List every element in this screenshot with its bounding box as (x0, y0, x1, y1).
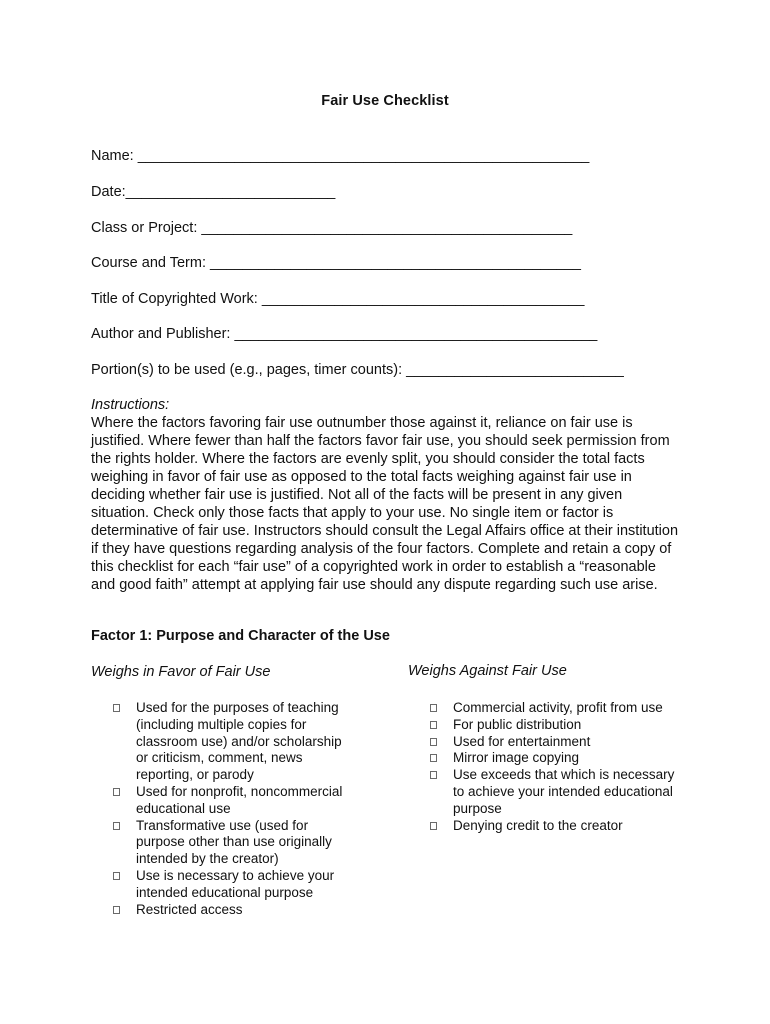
against-item[interactable] (430, 717, 680, 734)
against-item-label: Denying credit to the creator (453, 817, 623, 833)
checkbox-icon[interactable] (113, 704, 120, 712)
page-title: Fair Use Checklist (321, 93, 449, 109)
checkbox-icon[interactable] (430, 704, 437, 712)
against-item-label: Use exceeds that which is necessary to achieve your intended educational purpose (453, 767, 675, 816)
factor1-title: Factor 1: Purpose and Character of the Use (91, 628, 390, 644)
favor-item[interactable] (113, 902, 353, 919)
checkbox-icon[interactable] (430, 822, 437, 830)
favor-item[interactable] (113, 700, 353, 784)
against-item[interactable] (430, 767, 680, 817)
favor-checklist (113, 700, 353, 918)
favor-item-label: Use is necessary to achieve your intended educational purpose (136, 867, 335, 900)
favor-item[interactable] (113, 868, 353, 902)
checkbox-icon[interactable] (113, 822, 120, 830)
against-item-label: Mirror image copying (453, 750, 580, 766)
checkbox-icon[interactable] (113, 788, 120, 796)
author-publisher-field[interactable]: Author and Publisher: _____________________________________________ (91, 326, 598, 342)
favor-heading: Weighs in Favor of Fair Use (91, 664, 271, 680)
checkbox-icon[interactable] (430, 721, 437, 729)
against-item[interactable] (430, 750, 680, 767)
favor-item[interactable] (113, 818, 353, 868)
against-checklist (430, 700, 680, 834)
instructions-body: Where the factors favoring fair use outnumber those against it, reliance on fair use is justified. Where fewer than half the factors favor fair use, you should seek permission from the rights holder. Where the factors are evenly split, you should consider the total facts weighing in favor of fair use as opposed to the total facts weighing against fair use in deciding whether fair use is justified. Not all of the facts will be present in any given situation. Check only those facts that apply to your use. No single item or factor is determinative of fair use. Instructors should consult the Legal Affairs office at their institution if they have questions regarding analysis of the four factors. Complete and retain a copy of this checklist for each “fair use” of a copyrighted work in order to establish a “reasonable and good faith” attempt at applying fair use should any dispute regarding such use arise. (91, 415, 679, 593)
title-work-field[interactable]: Title of Copyrighted Work: ________________________________________ (91, 291, 585, 307)
portion-field[interactable]: Portion(s) to be used (e.g., pages, timer counts): ___________________________ (91, 362, 624, 378)
date-field[interactable]: Date:__________________________ (91, 184, 336, 200)
checkbox-icon[interactable] (113, 906, 120, 914)
against-item-label: Used for entertainment (453, 733, 591, 749)
against-item-label: Commercial activity, profit from use (453, 700, 663, 715)
course-term-field[interactable]: Course and Term: ______________________________________________ (91, 255, 581, 271)
name-field[interactable]: Name: ________________________________________________________ (91, 148, 590, 164)
checkbox-icon[interactable] (430, 771, 437, 779)
instructions-heading: Instructions: (91, 397, 170, 413)
checkbox-icon[interactable] (430, 754, 437, 762)
against-item[interactable] (430, 700, 680, 717)
against-heading: Weighs Against Fair Use (408, 663, 567, 679)
checkbox-icon[interactable] (430, 738, 437, 746)
class-project-field[interactable]: Class or Project: ______________________________________________ (91, 220, 573, 236)
instructions-block (91, 396, 681, 594)
favor-item-label: Used for the purposes of teaching (including multiple copies for classroom use) and/or scholarship or criticism, comment, news reporting, or parody (136, 700, 342, 783)
against-item[interactable] (430, 818, 680, 835)
against-item[interactable] (430, 734, 680, 751)
favor-item-label: Transformative use (used for purpose other than use originally intended by the creator) (136, 817, 332, 867)
favor-item-label: Restricted access (136, 901, 243, 917)
against-item-label: For public distribution (453, 716, 582, 732)
checkbox-icon[interactable] (113, 872, 120, 880)
favor-item-label: Used for nonprofit, noncommercial educational use (136, 783, 343, 816)
favor-item[interactable] (113, 784, 353, 818)
